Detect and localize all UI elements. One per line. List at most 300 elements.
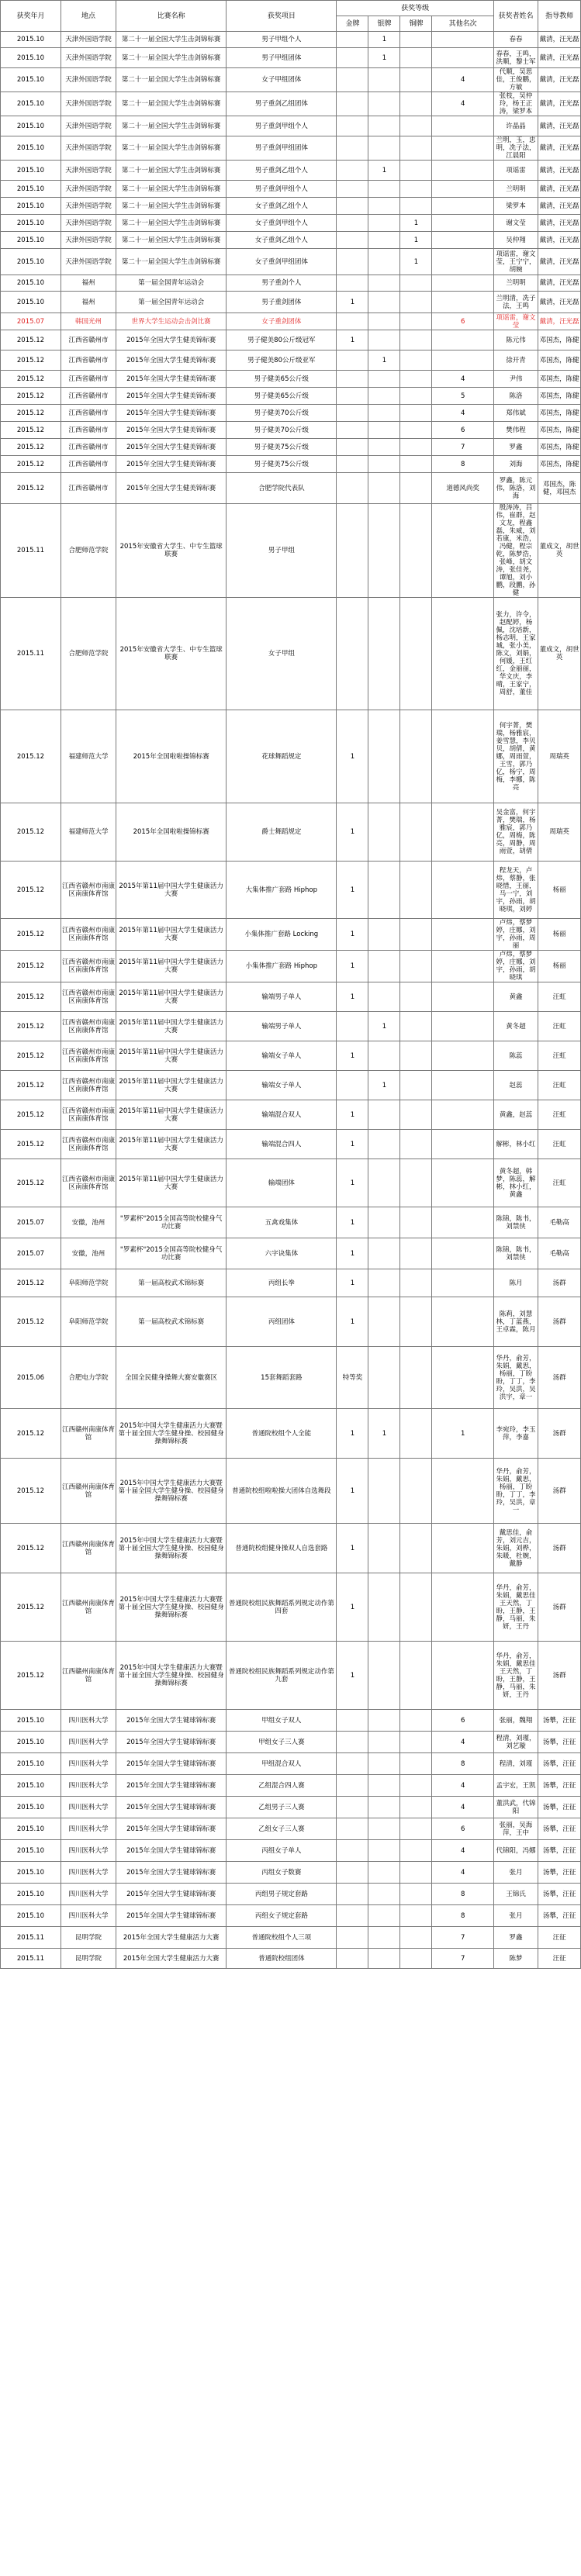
event-cell: 男子重剑乙组团体 bbox=[227, 92, 337, 116]
silver-cell bbox=[368, 1207, 400, 1238]
competition-cell: 第二十一届全国大学生击剑锦标赛 bbox=[116, 215, 227, 232]
event-cell: 花球舞蹈规定 bbox=[227, 710, 337, 803]
coach-cell: 汪征 bbox=[538, 1927, 581, 1949]
other-rank-cell: 4 bbox=[432, 1732, 493, 1753]
competition-cell: 2015年中国大学生健康活力大赛暨第十届全国大学生健身操、校园健身操舞锦标赛 bbox=[116, 1459, 227, 1524]
place-cell: 江西省赣州市南康区南康体育馆 bbox=[61, 919, 116, 951]
other-rank-cell: 8 bbox=[432, 1753, 493, 1775]
place-cell: 江西省赣州市南康区南康体育馆 bbox=[61, 1100, 116, 1130]
bronze-cell bbox=[400, 1573, 432, 1642]
athlete-cell: 黄冬超 bbox=[493, 1012, 538, 1041]
other-rank-cell: 4 bbox=[432, 371, 493, 388]
bronze-cell bbox=[400, 292, 432, 313]
event-cell: 小集体推广套路 Locking bbox=[227, 919, 337, 951]
table-row bbox=[1, 504, 581, 598]
table-row bbox=[1, 292, 581, 313]
athlete-cell: 兰明明 bbox=[493, 275, 538, 292]
header-competition: 比赛名称 bbox=[116, 1, 227, 32]
other-rank-cell bbox=[432, 161, 493, 181]
gold-cell bbox=[337, 1797, 368, 1818]
event-cell: 男子甲组团体 bbox=[227, 48, 337, 68]
athlete-cell: 尹伟 bbox=[493, 371, 538, 388]
bronze-cell bbox=[400, 1459, 432, 1524]
place-cell: 天津外国语学院 bbox=[61, 215, 116, 232]
date-cell: 2015.12 bbox=[1, 1297, 61, 1347]
gold-cell: 特等奖 bbox=[337, 1347, 368, 1409]
athlete-cell: 春春 bbox=[493, 32, 538, 48]
table-row bbox=[1, 473, 581, 504]
athlete-cell: 罗鑫，陈元伟，陈洛，刘海 bbox=[493, 473, 538, 504]
coach-cell: 邓国杰，陈健 bbox=[538, 422, 581, 439]
bronze-cell bbox=[400, 1753, 432, 1775]
date-cell: 2015.12 bbox=[1, 439, 61, 456]
silver-cell bbox=[368, 371, 400, 388]
place-cell: 天津外国语学院 bbox=[61, 48, 116, 68]
date-cell: 2015.12 bbox=[1, 1012, 61, 1041]
table-row bbox=[1, 181, 581, 198]
place-cell: 江西省赣州市南康区南康体育馆 bbox=[61, 862, 116, 919]
place-cell: 福建师范大学 bbox=[61, 710, 116, 803]
event-cell: 女子甲组团体 bbox=[227, 68, 337, 92]
event-cell: 输端男子单人 bbox=[227, 1012, 337, 1041]
coach-cell: 董成文，胡世英 bbox=[538, 598, 581, 710]
athlete-cell: 代锦阳，冯娜 bbox=[493, 1840, 538, 1862]
bronze-cell bbox=[400, 422, 432, 439]
other-rank-cell bbox=[432, 862, 493, 919]
table-row bbox=[1, 803, 581, 862]
bronze-cell: 1 bbox=[400, 249, 432, 275]
coach-cell: 汤群 bbox=[538, 1642, 581, 1710]
coach-cell: 汤群 bbox=[538, 1269, 581, 1297]
competition-cell: 2015年全国啦啦操锦标赛 bbox=[116, 803, 227, 862]
competition-cell: 第二十一届全国大学生击剑锦标赛 bbox=[116, 232, 227, 249]
competition-cell: 2015年安徽省大学生、中专生篮球联赛 bbox=[116, 598, 227, 710]
gold-cell: 1 bbox=[337, 919, 368, 951]
silver-cell bbox=[368, 1884, 400, 1905]
silver-cell bbox=[368, 1041, 400, 1071]
athlete-cell: 黄鑫 bbox=[493, 982, 538, 1012]
gold-cell bbox=[337, 405, 368, 422]
table-row bbox=[1, 1949, 581, 1969]
competition-cell: 2015年中国大学生健康活力大赛暨第十届全国大学生健身操、校园健身操舞锦标赛 bbox=[116, 1409, 227, 1459]
silver-cell bbox=[368, 982, 400, 1012]
place-cell: 江西赣州南康体育馆 bbox=[61, 1524, 116, 1573]
event-cell: 普通院校组民族舞蹈系列规定动作第九套 bbox=[227, 1642, 337, 1710]
bronze-cell bbox=[400, 275, 432, 292]
place-cell: 天津外国语学院 bbox=[61, 116, 116, 136]
event-cell: 乙组混合四人赛 bbox=[227, 1775, 337, 1797]
date-cell: 2015.10 bbox=[1, 1905, 61, 1927]
athlete-cell: 陈蕊 bbox=[493, 1041, 538, 1071]
silver-cell bbox=[368, 1573, 400, 1642]
competition-cell: 2015年全国大学生键球锦标赛 bbox=[116, 1753, 227, 1775]
silver-cell: 1 bbox=[368, 32, 400, 48]
date-cell: 2015.06 bbox=[1, 1347, 61, 1409]
other-rank-cell bbox=[432, 215, 493, 232]
competition-cell: 2015年全国大学生键球锦标赛 bbox=[116, 1732, 227, 1753]
silver-cell bbox=[368, 68, 400, 92]
place-cell: 安徽，池州 bbox=[61, 1238, 116, 1269]
table-row bbox=[1, 1862, 581, 1884]
silver-cell bbox=[368, 1862, 400, 1884]
silver-cell bbox=[368, 1753, 400, 1775]
gold-cell bbox=[337, 422, 368, 439]
other-rank-cell: 8 bbox=[432, 1905, 493, 1927]
silver-cell bbox=[368, 710, 400, 803]
bronze-cell bbox=[400, 68, 432, 92]
event-cell: 男子重剑团体 bbox=[227, 292, 337, 313]
coach-cell: 汪虹 bbox=[538, 1071, 581, 1100]
table-row bbox=[1, 1347, 581, 1409]
athlete-cell: 张丽，吴海萍，王中 bbox=[493, 1818, 538, 1840]
athlete-cell: 张枝，吴仲玲，杨王正涛，梁罗本 bbox=[493, 92, 538, 116]
gold-cell bbox=[337, 473, 368, 504]
place-cell: 天津外国语学院 bbox=[61, 232, 116, 249]
coach-cell: 汤攀，汪征 bbox=[538, 1753, 581, 1775]
place-cell: 江西省赣州市 bbox=[61, 350, 116, 371]
other-rank-cell: 6 bbox=[432, 313, 493, 330]
date-cell: 2015.10 bbox=[1, 1840, 61, 1862]
date-cell: 2015.07 bbox=[1, 1238, 61, 1269]
table-row bbox=[1, 32, 581, 48]
date-cell: 2015.12 bbox=[1, 1409, 61, 1459]
athlete-cell: 程清，刘瑾 bbox=[493, 1753, 538, 1775]
competition-cell: 第二十一届全国大学生击剑锦标赛 bbox=[116, 161, 227, 181]
other-rank-cell bbox=[432, 48, 493, 68]
coach-cell: 汤攀，汪征 bbox=[538, 1840, 581, 1862]
athlete-cell: 陈梦 bbox=[493, 1949, 538, 1969]
date-cell: 2015.07 bbox=[1, 313, 61, 330]
place-cell: 江西赣州南康体育馆 bbox=[61, 1573, 116, 1642]
header-gold: 金牌 bbox=[337, 16, 368, 32]
table-row bbox=[1, 249, 581, 275]
date-cell: 2015.12 bbox=[1, 803, 61, 862]
gold-cell bbox=[337, 1710, 368, 1732]
place-cell: 江西省赣州市南康区南康体育馆 bbox=[61, 1012, 116, 1041]
gold-cell bbox=[337, 275, 368, 292]
other-rank-cell bbox=[432, 1459, 493, 1524]
gold-cell bbox=[337, 1905, 368, 1927]
other-rank-cell bbox=[432, 292, 493, 313]
date-cell: 2015.12 bbox=[1, 456, 61, 473]
place-cell: 江西省赣州市南康区南康体育馆 bbox=[61, 982, 116, 1012]
silver-cell bbox=[368, 1840, 400, 1862]
other-rank-cell bbox=[432, 32, 493, 48]
place-cell: 合肥师范学院 bbox=[61, 504, 116, 598]
table-row bbox=[1, 1041, 581, 1071]
athlete-cell: 孟宇宏，王凯 bbox=[493, 1775, 538, 1797]
coach-cell: 汪虹 bbox=[538, 982, 581, 1012]
gold-cell: 1 bbox=[337, 982, 368, 1012]
table-row bbox=[1, 1269, 581, 1297]
table-row bbox=[1, 1459, 581, 1524]
athlete-cell: 华丹，俞芳，朱娟，戴思，杨丽，丁盼盼，丁丁，李玲，吴洪，吴洪宇，章一 bbox=[493, 1347, 538, 1409]
place-cell: 天津外国语学院 bbox=[61, 136, 116, 161]
header-date: 获奖年月 bbox=[1, 1, 61, 32]
table-row bbox=[1, 1840, 581, 1862]
bronze-cell bbox=[400, 313, 432, 330]
event-cell: 普通院校组个人全能 bbox=[227, 1409, 337, 1459]
date-cell: 2015.12 bbox=[1, 919, 61, 951]
table-row bbox=[1, 330, 581, 350]
other-rank-cell bbox=[432, 1238, 493, 1269]
athlete-cell: 吴仲翔 bbox=[493, 232, 538, 249]
bronze-cell bbox=[400, 1012, 432, 1041]
gold-cell: 1 bbox=[337, 330, 368, 350]
competition-cell: 2015年全国大学生键球锦标赛 bbox=[116, 1775, 227, 1797]
date-cell: 2015.10 bbox=[1, 1732, 61, 1753]
competition-cell: 2015年第11届中国大学生健康活力大赛 bbox=[116, 862, 227, 919]
athlete-cell: 樊伟程 bbox=[493, 422, 538, 439]
other-rank-cell: 5 bbox=[432, 388, 493, 405]
event-cell: 丙组女子规定套路 bbox=[227, 1905, 337, 1927]
coach-cell: 汪虹 bbox=[538, 1012, 581, 1041]
place-cell: 合肥师范学院 bbox=[61, 598, 116, 710]
athlete-cell: 董洪武，代锦阳 bbox=[493, 1797, 538, 1818]
silver-cell bbox=[368, 198, 400, 215]
bronze-cell bbox=[400, 116, 432, 136]
table-row bbox=[1, 1159, 581, 1207]
event-cell: 六字诀集体 bbox=[227, 1238, 337, 1269]
coach-cell: 戴清，汪光磊 bbox=[538, 198, 581, 215]
table-row bbox=[1, 1775, 581, 1797]
silver-cell bbox=[368, 598, 400, 710]
silver-cell bbox=[368, 1297, 400, 1347]
competition-cell: 第二十一届全国大学生击剑锦标赛 bbox=[116, 136, 227, 161]
event-cell: 男子重剑甲组个人 bbox=[227, 116, 337, 136]
place-cell: 天津外国语学院 bbox=[61, 32, 116, 48]
bronze-cell bbox=[400, 803, 432, 862]
date-cell: 2015.12 bbox=[1, 1159, 61, 1207]
table-row bbox=[1, 1884, 581, 1905]
other-rank-cell: 7 bbox=[432, 1927, 493, 1949]
event-cell: 丙组团体 bbox=[227, 1297, 337, 1347]
coach-cell: 邓国杰，陈健 bbox=[538, 439, 581, 456]
place-cell: 江西省赣州市 bbox=[61, 473, 116, 504]
date-cell: 2015.12 bbox=[1, 1642, 61, 1710]
table-row bbox=[1, 1238, 581, 1269]
gold-cell: 1 bbox=[337, 710, 368, 803]
bronze-cell bbox=[400, 371, 432, 388]
coach-cell: 邓国杰，陈健 bbox=[538, 405, 581, 422]
silver-cell bbox=[368, 1797, 400, 1818]
bronze-cell bbox=[400, 862, 432, 919]
athlete-cell: 张月 bbox=[493, 1862, 538, 1884]
other-rank-cell bbox=[432, 919, 493, 951]
header-award-level: 获奖等级 bbox=[337, 1, 493, 16]
competition-cell: 世界大学生运动会击剑比赛 bbox=[116, 313, 227, 330]
place-cell: 福州 bbox=[61, 292, 116, 313]
competition-cell: 第一届全国青年运动会 bbox=[116, 275, 227, 292]
silver-cell bbox=[368, 116, 400, 136]
event-cell: 输端男子单人 bbox=[227, 982, 337, 1012]
table-row bbox=[1, 1297, 581, 1347]
table-row bbox=[1, 1753, 581, 1775]
silver-cell bbox=[368, 1775, 400, 1797]
date-cell: 2015.10 bbox=[1, 232, 61, 249]
event-cell: 普通院校组团体 bbox=[227, 1949, 337, 1969]
gold-cell: 1 bbox=[337, 951, 368, 982]
gold-cell bbox=[337, 249, 368, 275]
athlete-cell: 许晶晶 bbox=[493, 116, 538, 136]
table-row bbox=[1, 1927, 581, 1949]
athlete-cell: 殷涛涛，吕伟，崔群，赵文龙，程鑫磊，朱威，刘若康，米浩，冯健，程宗乾，陈梦浩，张峰，胡文涛，张佳尧，谭旭，刘小鹏，段鹏，孙健 bbox=[493, 504, 538, 598]
gold-cell bbox=[337, 1818, 368, 1840]
athlete-cell: 项谣雷，谢文莹 bbox=[493, 313, 538, 330]
competition-cell: 2015年安徽省大学生、中专生篮球联赛 bbox=[116, 504, 227, 598]
athlete-cell: 春春，王鸣，洪顺，黎士军 bbox=[493, 48, 538, 68]
table-row bbox=[1, 1642, 581, 1710]
place-cell: 天津外国语学院 bbox=[61, 181, 116, 198]
competition-cell: 2015年全国大学生键球锦标赛 bbox=[116, 1905, 227, 1927]
table-row bbox=[1, 215, 581, 232]
coach-cell: 戴清，汪光磊 bbox=[538, 68, 581, 92]
athlete-cell: 赵蕊 bbox=[493, 1071, 538, 1100]
place-cell: 天津外国语学院 bbox=[61, 198, 116, 215]
silver-cell bbox=[368, 181, 400, 198]
athlete-cell: 梁罗本 bbox=[493, 198, 538, 215]
silver-cell bbox=[368, 1100, 400, 1130]
competition-cell: 2015年全国啦啦操锦标赛 bbox=[116, 710, 227, 803]
bronze-cell bbox=[400, 1840, 432, 1862]
event-cell: 五禽戏集体 bbox=[227, 1207, 337, 1238]
athlete-cell: 华丹，俞芳，朱娟，戴思佳王天然，丁盼，王静，王静，马丽，朱妍，王丹 bbox=[493, 1642, 538, 1710]
table-row bbox=[1, 862, 581, 919]
event-cell: 普通院校组啦啦操大团体自选舞段 bbox=[227, 1459, 337, 1524]
table-row bbox=[1, 919, 581, 951]
table-row bbox=[1, 1130, 581, 1159]
silver-cell bbox=[368, 862, 400, 919]
coach-cell: 汪虹 bbox=[538, 1041, 581, 1071]
coach-cell: 杨丽 bbox=[538, 862, 581, 919]
athlete-cell: 卢炜，蔡梦婷，庄娜，刘宇，孙雨，胡晓琪 bbox=[493, 951, 538, 982]
athlete-cell: 刘海 bbox=[493, 456, 538, 473]
coach-cell: 戴清，汪光磊 bbox=[538, 215, 581, 232]
competition-cell: 2015年全国大学生健美锦标赛 bbox=[116, 456, 227, 473]
event-cell: 男子重剑甲组个人 bbox=[227, 181, 337, 198]
coach-cell: 戴清，汪光磊 bbox=[538, 116, 581, 136]
date-cell: 2015.10 bbox=[1, 1710, 61, 1732]
silver-cell bbox=[368, 1710, 400, 1732]
silver-cell bbox=[368, 1269, 400, 1297]
gold-cell bbox=[337, 1012, 368, 1041]
other-rank-cell bbox=[432, 1524, 493, 1573]
coach-cell: 汪虹 bbox=[538, 1130, 581, 1159]
competition-cell: 2015年全国大学生键球锦标赛 bbox=[116, 1818, 227, 1840]
event-cell: 合肥学院代表队 bbox=[227, 473, 337, 504]
silver-cell: 1 bbox=[368, 1071, 400, 1100]
bronze-cell bbox=[400, 1238, 432, 1269]
silver-cell bbox=[368, 1459, 400, 1524]
other-rank-cell: 4 bbox=[432, 92, 493, 116]
athlete-cell: 陈月 bbox=[493, 1269, 538, 1297]
table-row bbox=[1, 1797, 581, 1818]
athlete-cell: 陈锦，陈书，刘禁侠 bbox=[493, 1207, 538, 1238]
athlete-cell: 陈锦，陈书，刘禁侠 bbox=[493, 1238, 538, 1269]
athlete-cell: 郑伟斌 bbox=[493, 405, 538, 422]
header-other: 其他名次 bbox=[432, 16, 493, 32]
coach-cell: 汪虹 bbox=[538, 1159, 581, 1207]
date-cell: 2015.10 bbox=[1, 181, 61, 198]
table-row bbox=[1, 388, 581, 405]
table-row bbox=[1, 1732, 581, 1753]
table-row bbox=[1, 456, 581, 473]
silver-cell bbox=[368, 388, 400, 405]
gold-cell: 1 bbox=[337, 1159, 368, 1207]
coach-cell: 汤群 bbox=[538, 1459, 581, 1524]
other-rank-cell bbox=[432, 1269, 493, 1297]
event-cell: 大集体推广套路 Hiphop bbox=[227, 862, 337, 919]
bronze-cell bbox=[400, 32, 432, 48]
other-rank-cell: 6 bbox=[432, 1818, 493, 1840]
coach-cell: 汤攀，汪征 bbox=[538, 1818, 581, 1840]
coach-cell: 戴清，汪光磊 bbox=[538, 161, 581, 181]
other-rank-cell bbox=[432, 1012, 493, 1041]
date-cell: 2015.12 bbox=[1, 862, 61, 919]
gold-cell bbox=[337, 92, 368, 116]
other-rank-cell bbox=[432, 803, 493, 862]
event-cell: 男子健美65公斤级 bbox=[227, 371, 337, 388]
place-cell: 四川医科大学 bbox=[61, 1732, 116, 1753]
other-rank-cell: 1 bbox=[432, 1409, 493, 1459]
event-cell: 甲组女子双人 bbox=[227, 1710, 337, 1732]
competition-cell: 全国全民健身操舞大赛安徽赛区 bbox=[116, 1347, 227, 1409]
date-cell: 2015.12 bbox=[1, 1269, 61, 1297]
other-rank-cell bbox=[432, 1159, 493, 1207]
table-row bbox=[1, 1905, 581, 1927]
bronze-cell bbox=[400, 951, 432, 982]
silver-cell bbox=[368, 1642, 400, 1710]
event-cell: 男子健美70公斤级 bbox=[227, 422, 337, 439]
event-cell: 男子重剑乙组个人 bbox=[227, 161, 337, 181]
other-rank-cell: 6 bbox=[432, 422, 493, 439]
place-cell: 韩国光州 bbox=[61, 313, 116, 330]
gold-cell: 1 bbox=[337, 1269, 368, 1297]
bronze-cell bbox=[400, 161, 432, 181]
coach-cell: 杨丽 bbox=[538, 919, 581, 951]
date-cell: 2015.10 bbox=[1, 1775, 61, 1797]
gold-cell bbox=[337, 504, 368, 598]
event-cell: 输端混合双人 bbox=[227, 1100, 337, 1130]
gold-cell bbox=[337, 232, 368, 249]
athlete-cell: 李宛玲，李玉萍，李嘉 bbox=[493, 1409, 538, 1459]
header-athlete: 获奖者姓名 bbox=[493, 1, 538, 32]
other-rank-cell bbox=[432, 1573, 493, 1642]
coach-cell: 周瑞英 bbox=[538, 710, 581, 803]
event-cell: 男子健美70公斤级 bbox=[227, 405, 337, 422]
other-rank-cell: 道德风尚奖 bbox=[432, 473, 493, 504]
place-cell: 江西省赣州市 bbox=[61, 405, 116, 422]
place-cell: 四川医科大学 bbox=[61, 1905, 116, 1927]
gold-cell: 1 bbox=[337, 1573, 368, 1642]
competition-cell: 2015年全国大学生键球锦标赛 bbox=[116, 1797, 227, 1818]
silver-cell bbox=[368, 1927, 400, 1949]
gold-cell bbox=[337, 1732, 368, 1753]
date-cell: 2015.12 bbox=[1, 350, 61, 371]
event-cell: 女子重剑甲组个人 bbox=[227, 215, 337, 232]
coach-cell: 邓国杰，陈健 bbox=[538, 330, 581, 350]
date-cell: 2015.10 bbox=[1, 1753, 61, 1775]
event-cell: 男子甲组个人 bbox=[227, 32, 337, 48]
coach-cell: 戴清，汪光磊 bbox=[538, 292, 581, 313]
event-cell: 女子重剑乙组个人 bbox=[227, 232, 337, 249]
date-cell: 2015.10 bbox=[1, 275, 61, 292]
gold-cell bbox=[337, 1862, 368, 1884]
silver-cell bbox=[368, 456, 400, 473]
silver-cell bbox=[368, 1732, 400, 1753]
competition-cell: 第二十一届全国大学生击剑锦标赛 bbox=[116, 68, 227, 92]
header-coach: 指导教师 bbox=[538, 1, 581, 32]
